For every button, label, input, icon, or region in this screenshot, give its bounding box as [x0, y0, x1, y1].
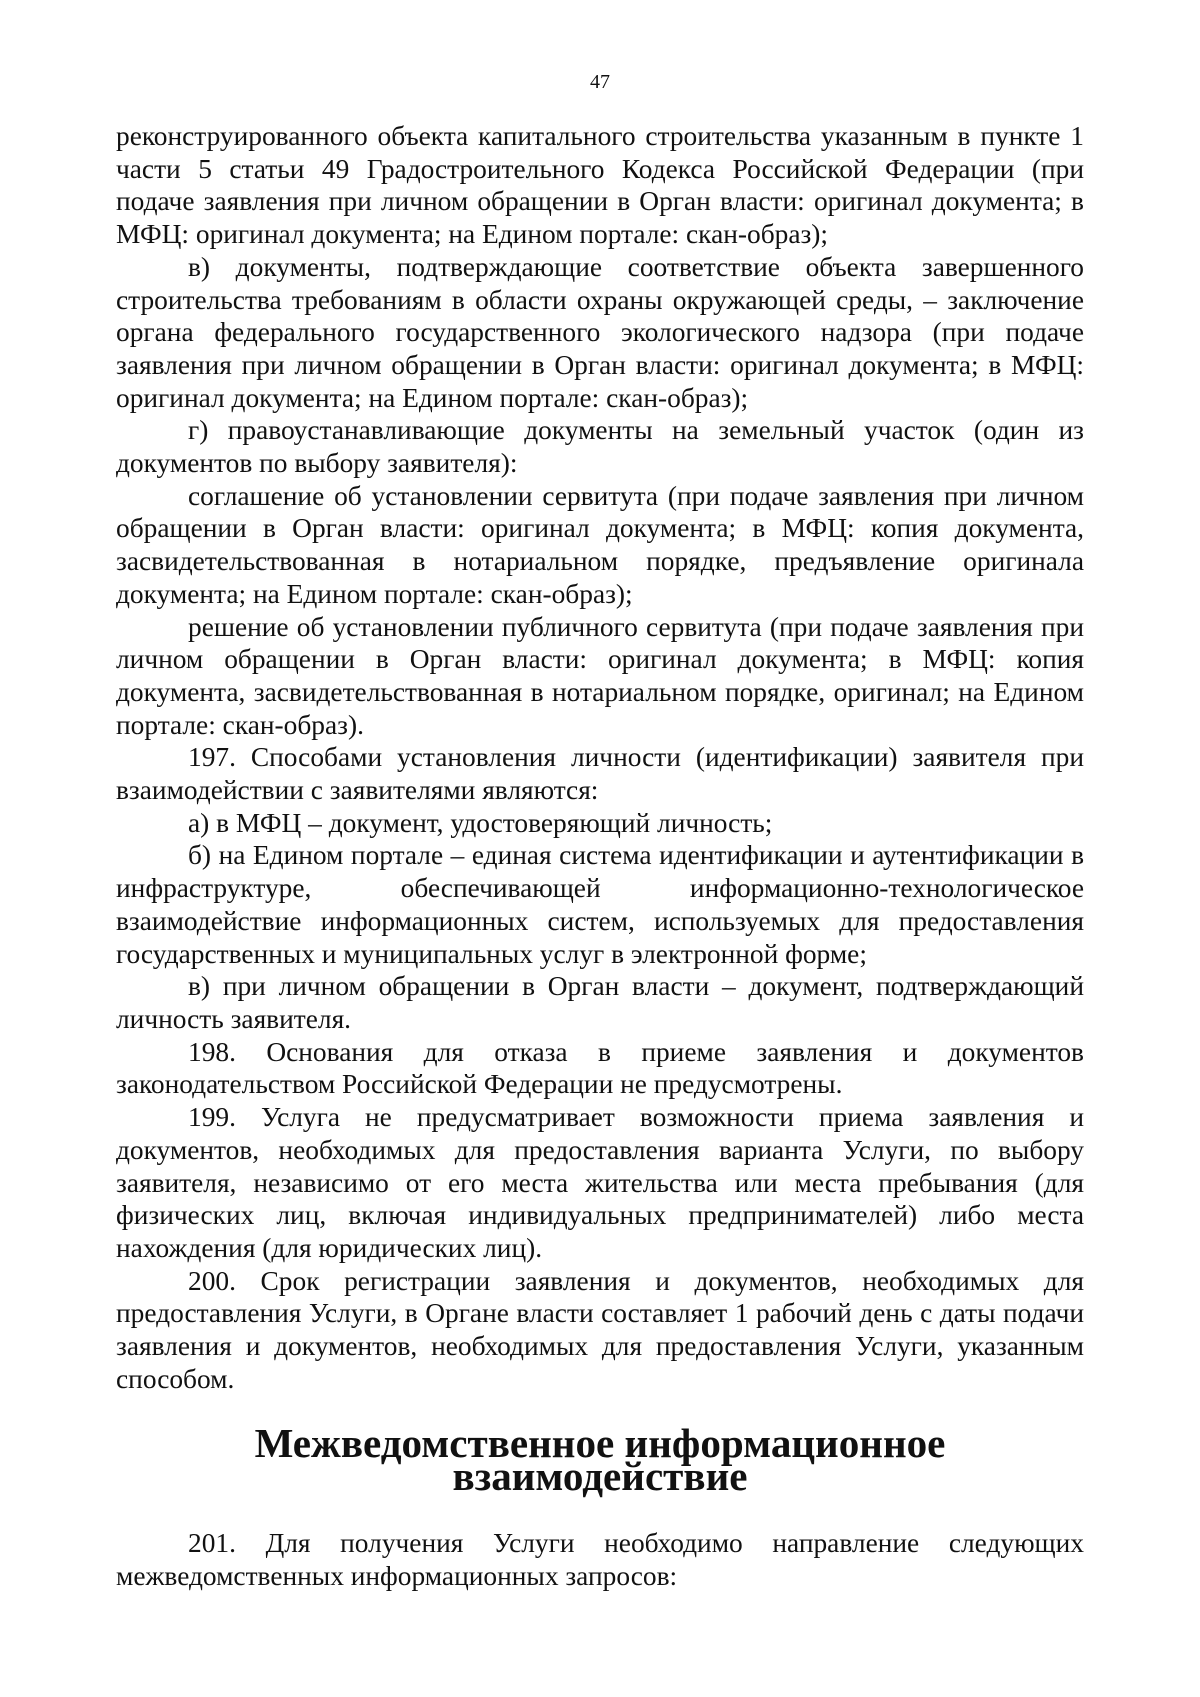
paragraph-197: 197. Способами установления личности (идентификации) заявителя при взаимодействии с заявителями являются:	[116, 742, 1084, 806]
page-number: 47	[590, 71, 610, 93]
paragraph-public-servitude: решение об установлении публичного сервитута (при подаче заявления при личном обращении в Орган власти: оригинал документа; в МФЦ: копия документа, засвидетельствованная в нотариальном порядке, оригинал; на Едином портале: скан-образ).	[116, 611, 1084, 740]
paragraph-201: 201. Для получения Услуги необходимо направление следующих межведомственных информационных запросов:	[116, 1527, 1084, 1591]
paragraph-item-g: г) правоустанавливающие документы на земельный участок (один из документов по выбору заявителя):	[116, 415, 1084, 479]
document-body	[116, 120, 1084, 1592]
paragraph-servitude-agreement: соглашение об установлении сервитута (при подаче заявления при личном обращении в Орган власти: оригинал документа; в МФЦ: копия документа, засвидетельствованная в нотариальном порядке, предъявление оригинала документа; на Едином портале: скан-образ);	[116, 480, 1084, 609]
paragraph-continued: реконструированного объекта капитального строительства указанным в пункте 1 части 5 статьи 49 Градостроительного Кодекса Российской Федерации (при подаче заявления при личном обращении в Орган власти: оригинал документа; в МФЦ: оригинал документа; на Едином портале: скан-образ);	[116, 121, 1084, 250]
paragraph-198: 198. Основания для отказа в приеме заявления и документов законодательством Российской Федерации не предусмотрены.	[116, 1036, 1084, 1100]
paragraph-200: 200. Срок регистрации заявления и документов, необходимых для предоставления Услуги, в Органе власти составляет 1 рабочий день с даты подачи заявления и документов, необходимых для предоставления Услуги, указанным способом.	[116, 1265, 1084, 1394]
paragraph-197-a: а) в МФЦ – документ, удостоверяющий личность;	[188, 807, 773, 838]
section-heading: Межведомственное информационное взаимодействие	[254, 1420, 946, 1500]
paragraph-197-b: б) на Едином портале – единая система идентификации и аутентификации в инфраструктуре, обеспечивающей информационно-технологическое взаимодействие информационных систем, используемых для предоставления государственных и муниципальных услуг в электронной форме;	[116, 840, 1084, 969]
paragraph-item-v: в) документы, подтверждающие соответствие объекта завершенного строительства требованиям в области охраны окружающей среды, – заключение органа федерального государственного экологического надзора (при подаче заявления при личном обращении в Орган власти: оригинал документа; в МФЦ: оригинал документа; на Едином портале: скан-образ);	[116, 251, 1084, 413]
paragraph-197-v: в) при личном обращении в Орган власти – документ, подтверждающий личность заявителя.	[116, 971, 1084, 1034]
paragraph-199: 199. Услуга не предусматривает возможности приема заявления и документов, необходимых для предоставления варианта Услуги, по выбору заявителя, независимо от его места жительства или места пребывания (для физических лиц, включая индивидуальных предпринимателей) либо места нахождения (для юридических лиц).	[116, 1102, 1084, 1263]
